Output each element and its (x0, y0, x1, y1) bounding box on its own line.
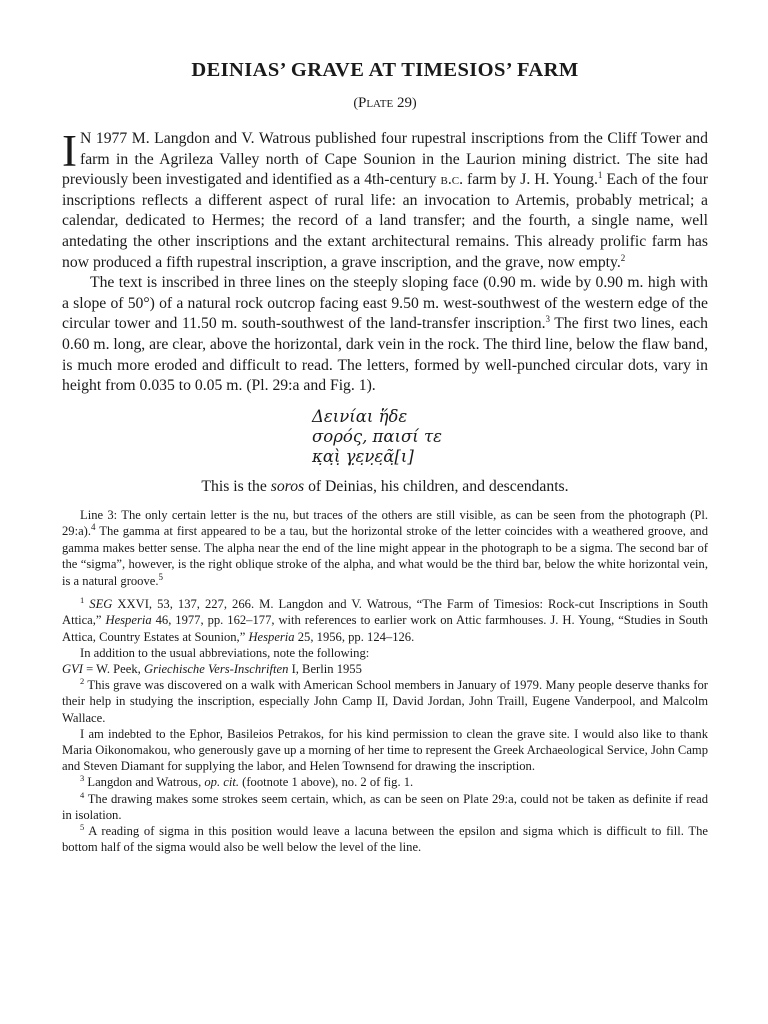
footnote-ref-1[interactable]: 1 (597, 169, 603, 180)
paragraph-2: The text is inscribed in three lines on the steeply sloping face (0.90 m. wide by 0.90 m. high with a slope of 50°) of a natural rock outcrop facing east 9.50 m. west-southwest of the western edge of the circular tower and 11.50 m. south-southwest of the land-transfer inscription.$^3$ The first two lines, each 0.60 m. long, are clear, above the horizontal, dark vein in the rock. The third line, below the flaw band, is much more eroded and difficult to read. The letters, formed by well-punched circular dots, vary in height from 0.035 to 0.05 m. (Pl. 29:a and Fig. 1). (62, 274, 708, 395)
plate-reference: (Plate 29) (353, 95, 417, 111)
footnotes (62, 596, 708, 855)
footnote-ref-3[interactable]: 3 (545, 314, 550, 325)
inscription-line-3: κ̣α̣ὶ̣ γ̣ε̣ν̣ε̣ᾶ̣[ι] (312, 446, 414, 466)
footnote-2: $^2$ This grave was discovered on a walk with American School members in January of 1979. Many people deserve thanks for their help in studying the inscription, especially John Camp II, David Jordan, John Traill, Eugene Vanderpool, and Malcolm Wallace. (62, 676, 708, 725)
inscription-translation: This is the soros of Deinias, his children, and descendants. (201, 477, 569, 495)
abbreviations-intro: In addition to the usual abbreviations, note the following: (80, 645, 370, 660)
footnote-ref-5[interactable]: 5 (158, 571, 164, 582)
footnote-2-continued: I am indebted to the Ephor, Basileios Petrakos, for his kind permission to clean the grave site. I would also like to thank Maria Oikonomakou, who generously gave up a morning of her time to represent the Greek Archaeological Service, John Camp and Steven Diamant for supplying the labor, and Helen Townsend for drawing the inscription. (62, 726, 708, 774)
footnote-ref-4[interactable]: 4 (91, 522, 96, 533)
inscription-line-1: Δεινίαι ἥδε (312, 406, 408, 426)
article-title: DEINIAS’ GRAVE AT TIMESIOS’ FARM (191, 59, 579, 81)
footnote-1: $^1$ SEG XXVI, 53, 137, 227, 266. M. Langdon and V. Watrous, “The Farm of Timesios: Rock-cut Inscriptions in South Attica,” Hesperia 46, 1977, pp. 162–177, with references to earlier work on Attic farmhouses. J. H. Young, “Studies in South Attica, Country Estates at Sounion,” Hesperia 25, 1956, pp. 124–126. (62, 595, 708, 644)
greek-inscription (312, 407, 708, 467)
article-body (62, 126, 708, 397)
abbreviation-gvi: GVI = W. Peek, Griechische Vers-Inschriften I, Berlin 1955 (62, 662, 362, 677)
inscription-line-2: σορός, παισί τε (312, 426, 442, 446)
article-page (62, 58, 708, 855)
line-commentary: Line 3: The only certain letter is the nu, but traces of the others are still visible, as can be seen from the photograph (Pl. 29:a).$^4$ The gamma at first appeared to be a tau, but the horizontal stroke of the letter coincides with a weathered groove, and gamma makes better sense. The alpha near the end of the line might appear in the photograph to be a sigma. The second bar of the “sigma”, however, is the right oblique stroke of the alpha, and what would be the third bar, below the white horizontal vein, is a natural groove.$^5$ (62, 507, 708, 588)
paragraph-1: I N 1977 M. Langdon and V. Watrous published four rupestral inscriptions from the Cliff Tower and farm in the Agrileza Valley north of Cape Sounion in the Laurion mining district. The site had previously been investigated and identified as a 4th-century b.c. farm by J. H. Young.$^1$ Each of the four inscriptions reflects a different aspect of rural life: an invocation to Artemis, probably metrical; a calendar, dedicated to Hermes; the record of a land transfer; and the fourth, a single name, well antedating the other inscriptions and the extant architectural remains. This already prolific farm has now produced a fifth rupestral inscription, a grave inscription, and the grave, now empty.$^2$ (62, 126, 708, 271)
footnote-4: $^4$ The drawing makes some strokes seem certain, which, as can be seen on Plate 29:a, could not be taken as definite if read in isolation. (62, 789, 708, 822)
footnote-ref-2[interactable]: 2 (620, 252, 626, 263)
footnote-3: $^3$ Langdon and Watrous, op. cit. (footnote 1 above), no. 2 of fig. 1. (80, 773, 414, 790)
drop-cap: I (62, 126, 77, 176)
plate-label: Plate 29 (358, 95, 412, 111)
footnote-5: $^5$ A reading of sigma in this position would leave a lacuna between the epsilon and sigma which is difficult to fill. The bottom half of the sigma would also be well below the level of the line. (62, 821, 708, 855)
